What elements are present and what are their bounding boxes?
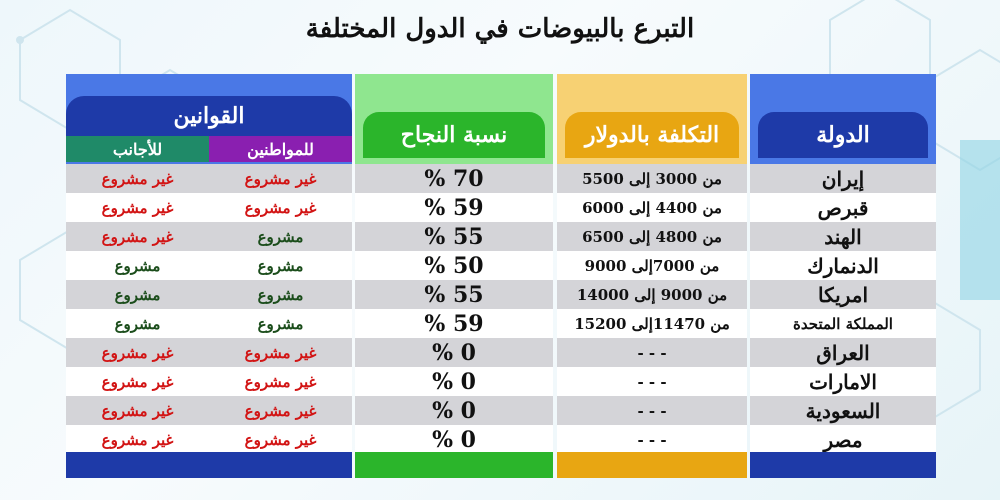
citizens-law-cell: مشروع xyxy=(257,256,304,275)
table-row xyxy=(66,164,352,193)
country-cell: الهند xyxy=(824,224,862,249)
table-row xyxy=(355,425,553,454)
table-row xyxy=(557,164,747,193)
cost-cell: من 9000 إلى 14000 xyxy=(576,285,728,304)
country-cell: مصر xyxy=(823,427,863,452)
table-row xyxy=(66,193,352,222)
cost-cell: من 7000إلى 9000 xyxy=(584,256,720,275)
success-column xyxy=(355,74,553,478)
country-cell: المملكة المتحدة xyxy=(793,314,893,333)
foreigners-law-cell: غير مشروع xyxy=(101,198,174,217)
table-row xyxy=(750,338,936,367)
success-rate-cell: 55 % xyxy=(424,223,484,250)
table-row xyxy=(355,396,553,425)
foreigners-law-cell: غير مشروع xyxy=(101,343,174,362)
country-cell: امريكا xyxy=(818,282,869,307)
citizens-law-cell: غير مشروع xyxy=(244,372,317,391)
foreigners-law-cell: غير مشروع xyxy=(101,430,174,449)
cost-cell: من 11470إلى 15200 xyxy=(574,314,730,333)
cost-cell: - - - xyxy=(637,401,667,420)
table-row xyxy=(750,164,936,193)
table-row xyxy=(66,396,352,425)
foreigners-header: للأجانب xyxy=(66,136,209,162)
table-row xyxy=(355,164,553,193)
table-row xyxy=(66,338,352,367)
table-row xyxy=(66,309,352,338)
table-row xyxy=(557,280,747,309)
table-row xyxy=(66,280,352,309)
cost-column xyxy=(557,74,747,478)
citizens-law-cell: مشروع xyxy=(257,314,304,333)
table-row xyxy=(750,280,936,309)
table-row xyxy=(355,367,553,396)
table-row xyxy=(750,367,936,396)
table-row xyxy=(66,222,352,251)
table-row xyxy=(355,193,553,222)
page-title: التبرع بالبيوضات في الدول المختلفة xyxy=(305,14,695,44)
cost-cell: - - - xyxy=(637,343,667,362)
foreigners-law-cell: غير مشروع xyxy=(101,372,174,391)
table-row xyxy=(557,193,747,222)
cost-cell: من 4800 إلى 6500 xyxy=(582,227,722,246)
table-row xyxy=(557,251,747,280)
country-column xyxy=(750,74,936,478)
country-cell: العراق xyxy=(816,340,870,365)
country-cell: إيران xyxy=(821,166,865,191)
foreigners-law-cell: مشروع xyxy=(114,256,161,275)
citizens-law-cell: غير مشروع xyxy=(244,343,317,362)
success-rate-cell: 0 % xyxy=(432,339,476,366)
country-header: الدولة xyxy=(758,112,928,158)
laws-column xyxy=(66,74,352,478)
table-row xyxy=(355,280,553,309)
country-cell: السعودية xyxy=(805,398,881,423)
foreigners-law-cell: غير مشروع xyxy=(101,169,174,188)
success-rate-cell: 50 % xyxy=(424,252,484,279)
citizens-law-cell: غير مشروع xyxy=(244,401,317,420)
success-rate-cell: 59 % xyxy=(424,194,484,221)
foreigners-law-cell: مشروع xyxy=(114,285,161,304)
citizens-law-cell: غير مشروع xyxy=(244,169,317,188)
table-row xyxy=(355,251,553,280)
table-row xyxy=(557,309,747,338)
table-row xyxy=(557,367,747,396)
cost-cell: من 4400 إلى 6000 xyxy=(582,198,722,217)
citizens-header: للمواطنين xyxy=(209,136,352,162)
table-row xyxy=(66,425,352,454)
foreigners-law-cell: غير مشروع xyxy=(101,401,174,420)
table-row xyxy=(557,222,747,251)
success-rate-cell: 55 % xyxy=(424,281,484,308)
cost-cell: - - - xyxy=(637,372,667,391)
citizens-law-cell: مشروع xyxy=(257,285,304,304)
table-row xyxy=(66,367,352,396)
foreigners-law-cell: غير مشروع xyxy=(101,227,174,246)
country-cell: قبرص xyxy=(817,195,869,220)
table-row xyxy=(66,251,352,280)
table-row xyxy=(750,309,936,338)
citizens-law-cell: غير مشروع xyxy=(244,198,317,217)
success-rate-cell: 0 % xyxy=(432,426,476,453)
table-row xyxy=(750,193,936,222)
table-row xyxy=(557,338,747,367)
success-rate-cell: 70 % xyxy=(424,165,484,192)
foreigners-law-cell: مشروع xyxy=(114,314,161,333)
success-rate-cell: 0 % xyxy=(432,368,476,395)
citizens-law-cell: مشروع xyxy=(257,227,304,246)
table-row xyxy=(750,396,936,425)
country-cell: الدنمارك xyxy=(807,253,879,278)
cost-cell: من 3000 إلى 5500 xyxy=(582,169,722,188)
table-row xyxy=(355,309,553,338)
success-rate-cell: 59 % xyxy=(424,310,484,337)
success-rate-cell: 0 % xyxy=(432,397,476,424)
success-header: نسبة النجاح xyxy=(363,112,545,158)
table-row xyxy=(557,396,747,425)
laws-header: القوانين xyxy=(66,96,352,136)
cost-cell: - - - xyxy=(637,430,667,449)
citizens-law-cell: غير مشروع xyxy=(244,430,317,449)
table-row xyxy=(750,251,936,280)
table-row xyxy=(355,338,553,367)
table-row xyxy=(750,425,936,454)
country-cell: الامارات xyxy=(809,369,877,394)
table-row xyxy=(557,425,747,454)
cost-header: التكلفة بالدولار xyxy=(565,112,739,158)
table-row xyxy=(750,222,936,251)
table-row xyxy=(355,222,553,251)
